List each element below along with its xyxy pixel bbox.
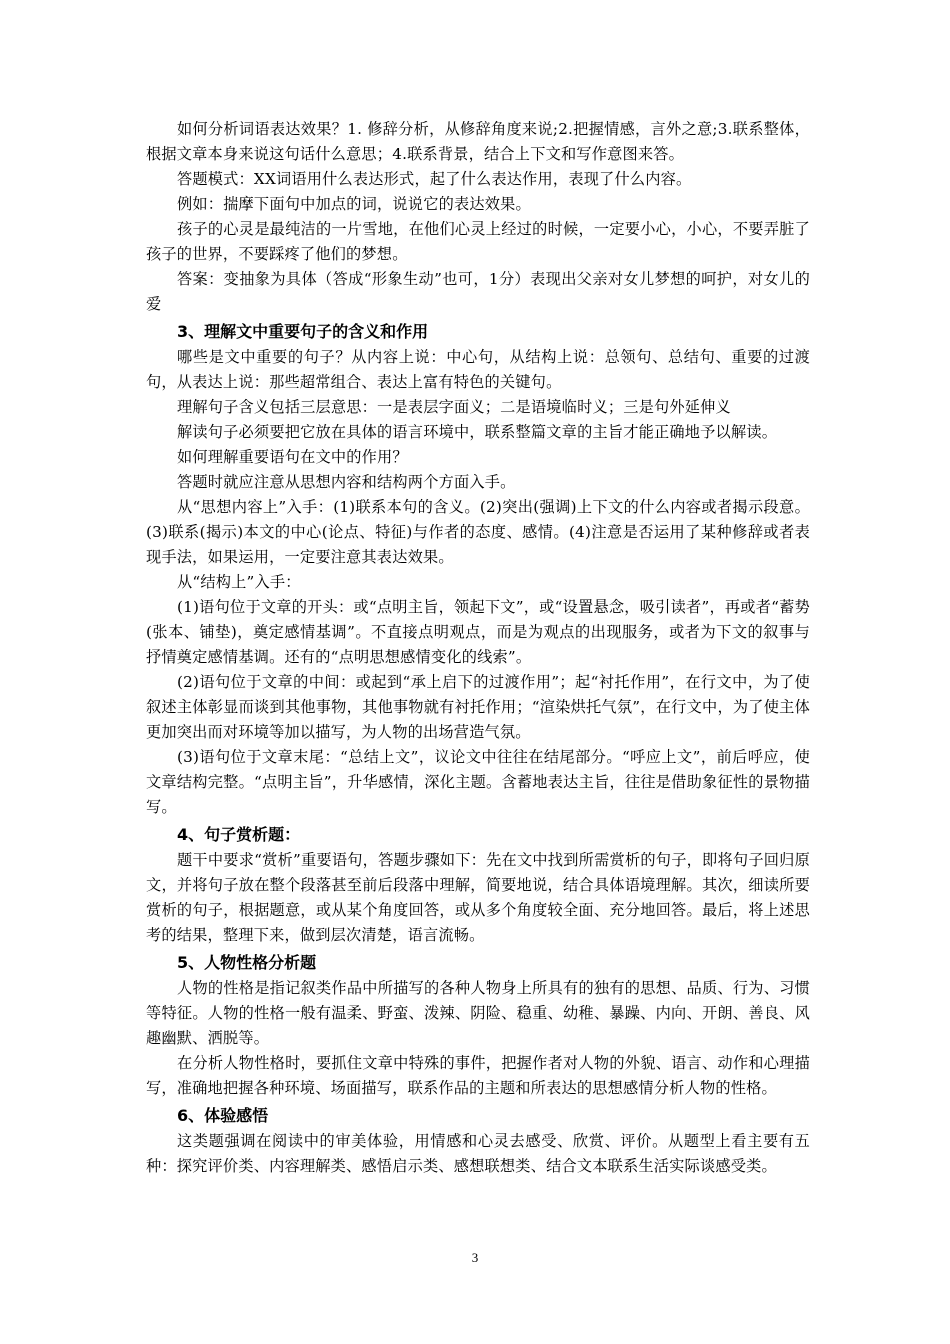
paragraph: (3)语句位于文章末尾：“总结上文”，议论文中往往在结尾部分。“呼应上文”，前后呼应，使文章结构完整。“点明主旨”，升华感情，深化主题。含蓄地表达主旨，往往是借助象征性的景物描写。 [146, 748, 810, 816]
paragraph: 人物的性格是指记叙类作品中所描写的各种人物身上所具有的独有的思想、品质、行为、习惯等特征。人物的性格一般有温柔、野蛮、泼辣、阴险、稳重、幼稚、暴躁、内向、开朗、善良、风趣幽默、洒脱等。 [146, 979, 810, 1047]
paragraph: 哪些是文中重要的句子？从内容上说：中心句，从结构上说：总领句、总结句、重要的过渡句，从表达上说：那些超常组合、表达上富有特色的关键句。 [146, 348, 810, 391]
paragraph: 题干中要求“赏析”重要语句，答题步骤如下：先在文中找到所需赏析的句子，即将句子回归原文，并将句子放在整个段落甚至前后段落中理解，简要地说，结合具体语境理解。其次，细读所要赏析的句子，根据题意，或从某个角度回答，或从多个角度较全面、充分地回答。最后，将上述思考的结果，整理下来，做到层次清楚，语言流畅。 [146, 851, 810, 944]
section-heading: 6、体验感悟 [177, 1106, 269, 1125]
paragraph: (2)语句位于文章的中间：或起到“承上启下的过渡作用”；起“衬托作用”，在行文中，为了使叙述主体彰显而谈到其他事物，其他事物就有衬托作用；“渲染烘托气氛”，在行文中，为了使主体更加突出而对环境等加以描写，为人物的出场营造气氛。 [146, 673, 810, 741]
paragraph: 这类题强调在阅读中的审美体验，用情感和心灵去感受、欣赏、评价。从题型上看主要有五种：探究评价类、内容理解类、感悟启示类、感想联想类、结合文本联系生活实际谈感受类。 [146, 1132, 810, 1175]
paragraph: 答题时就应注意从思想内容和结构两个方面入手。 [177, 473, 516, 491]
paragraph: 从“思想内容上”入手：(1)联系本句的含义。(2)突出(强调)上下文的什么内容或者揭示段意。(3)联系(揭示)本文的中心(论点、特征)与作者的态度、感情。(4)注意是否运用了某种修辞或者表现手法，如果运用，一定要注意其表达效果。 [146, 498, 810, 566]
paragraph: 孩子的心灵是最纯洁的一片雪地，在他们心灵上经过的时候，一定要小心，小心，不要弄脏了孩子的世界，不要踩疼了他们的梦想。 [146, 220, 810, 263]
paragraph: 如何理解重要语句在文中的作用？ [177, 448, 408, 466]
paragraph: 例如：揣摩下面句中加点的词，说说它的表达效果。 [177, 195, 531, 213]
page-number: 3 [471, 1250, 479, 1265]
paragraph: 从“结构上”入手： [177, 573, 301, 591]
document-page [146, 117, 810, 1179]
section-heading: 3、理解文中重要句子的含义和作用 [177, 322, 429, 341]
paragraph: (1)语句位于文章的开头：或“点明主旨，领起下文”，或“设置悬念，吸引读者”，再或者“蓄势(张本、铺垫)，奠定感情基调”。不直接点明观点，而是为观点的出现服务，或者为下文的叙事与抒情奠定感情基调。还有的“点明思想感情变化的线索”。 [146, 598, 810, 666]
paragraph: 在分析人物性格时，要抓住文章中特殊的事件，把握作者对人物的外貌、语言、动作和心理描写，准确地把握各种环境、场面描写，联系作品的主题和所表达的思想感情分析人物的性格。 [146, 1054, 810, 1097]
paragraph: 解读句子必须要把它放在具体的语言环境中，联系整篇文章的主旨才能正确地予以解读。 [177, 423, 778, 441]
paragraph: 答案：变抽象为具体（答成“形象生动”也可，1分）表现出父亲对女儿梦想的呵护，对女儿的爱 [146, 270, 810, 313]
paragraph: 答题模式：XX词语用什么表达形式，起了什么表达作用，表现了什么内容。 [177, 170, 692, 188]
paragraph: 如何分析词语表达效果？1. 修辞分析，从修辞角度来说;2.把握情感，言外之意;3.联系整体，根据文章本身来说这句话什么意思；4.联系背景，结合上下文和写作意图来答。 [146, 120, 810, 163]
paragraph: 理解句子含义包括三层意思：一是表层字面义；二是语境临时义；三是句外延伸义 [177, 398, 731, 416]
section-heading: 5、人物性格分析题 [177, 953, 317, 972]
section-heading: 4、句子赏析题： [177, 825, 301, 844]
